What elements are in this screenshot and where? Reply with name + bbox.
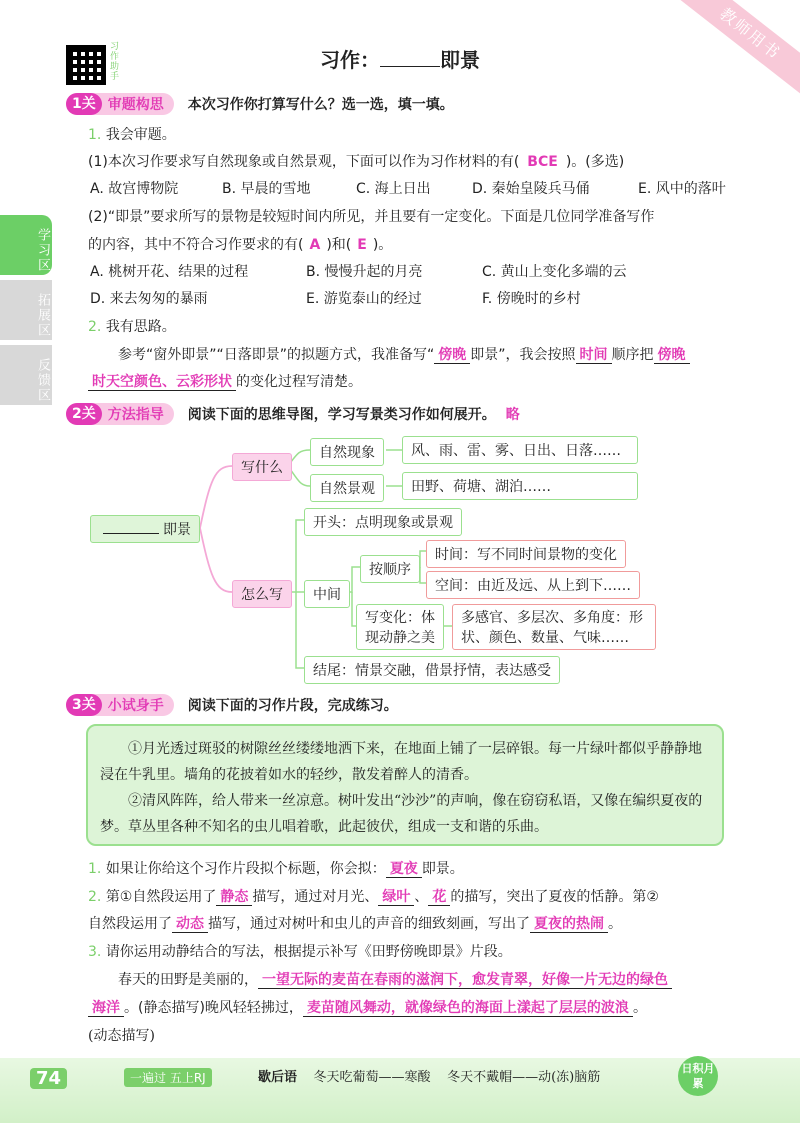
passage-para-2: ②清风阵阵，给人带来一丝凉意。树叶发出“沙沙”的声响，像在窃窃私语，又像在编织夏夜的梦。草丛里各种不知名的虫儿唱着歌，此起彼伏，组成一支和谐的乐曲。 bbox=[100, 793, 703, 835]
s3-q2-line2: 自然段运用了 动态 描写，通过对树叶和虫儿的声音的细致刻画，写出了 夏夜的热闹 。 bbox=[88, 916, 622, 932]
s1-p2-line2: 的内容，其中不符合习作要求的有( A )和( E )。 bbox=[88, 237, 393, 253]
s1-q1: 1. 我会审题。 bbox=[88, 127, 176, 143]
side-tab-feedback[interactable]: 反馈区 bbox=[0, 345, 52, 405]
mindmap-space: 空间：由近及远、从上到下…… bbox=[426, 571, 640, 599]
proverb: 歇后语 冬天吃葡萄——寒酸 冬天不戴帽——动(冻)脑筋 bbox=[258, 1070, 601, 1085]
qr-side-label: 习作助手 bbox=[110, 42, 120, 82]
option: B. 早晨的雪地 bbox=[222, 181, 311, 197]
side-tab-extend[interactable]: 拓展区 bbox=[0, 280, 52, 340]
mindmap-phenomena-examples: 风、雨、雷、雾、日出、日落…… bbox=[402, 436, 638, 464]
mindmap-change: 写变化：体现动静之美 bbox=[356, 604, 444, 650]
section-3-header: 3关 小试身手 阅读下面的习作片段，完成练习。 bbox=[66, 693, 398, 717]
side-tab-study[interactable]: 学习区 bbox=[0, 215, 52, 275]
mindmap-time: 时间：写不同时间景物的变化 bbox=[426, 540, 626, 568]
s1-p2-line1: (2)“即景”要求所写的景物是较短时间内所见，并且要有一定变化。下面是几位同学准备写作 bbox=[88, 209, 655, 225]
option: B. 慢慢升起的月亮 bbox=[306, 264, 423, 280]
option: C. 黄山上变化多端的云 bbox=[482, 264, 627, 280]
option: D. 秦始皇陵兵马俑 bbox=[472, 181, 590, 197]
s3-writing-line3: (动态描写) bbox=[88, 1028, 155, 1044]
s3-q2-line1: 2. 第①自然段运用了 静态 描写，通过对月光、 绿叶 、 花 的描写，突出了夏夜的恬静。第② bbox=[88, 889, 659, 905]
section-2-header: 2关 方法指导 阅读下面的思维导图，学习写景类习作如何展开。 略 bbox=[66, 402, 520, 426]
mindmap-order: 按顺序 bbox=[360, 555, 420, 583]
teacher-edition-ribbon: 教师用书 bbox=[669, 0, 800, 102]
passage-box bbox=[86, 724, 724, 846]
s1-thought-line2: 时天空颜色、云彩形状 的变化过程写清楚。 bbox=[88, 371, 362, 391]
option: A. 故宫博物院 bbox=[90, 181, 179, 197]
passage-para-1: ①月光透过斑驳的树隙丝丝缕缕地洒下来，在地面上铺了一层碎银。每一片绿叶都似乎静静地浸在牛乳里。墙角的花披着如水的轻纱，散发着醉人的清香。 bbox=[100, 741, 702, 783]
s3-writing-line2: 海洋 。(静态描写)晚风轻轻拂过， 麦苗随风舞动，就像绿色的海面上漾起了层层的波浪 。 bbox=[88, 997, 647, 1017]
option: D. 来去匆匆的暴雨 bbox=[90, 291, 208, 307]
page-number: 74 bbox=[30, 1068, 67, 1089]
mindmap-middle: 中间 bbox=[304, 580, 350, 608]
daily-stamp: 日积月累 bbox=[678, 1056, 718, 1096]
mindmap-nature-landscape: 自然景观 bbox=[310, 474, 384, 502]
option: E. 游览泰山的经过 bbox=[306, 291, 422, 307]
mindmap-root: 即景 bbox=[90, 515, 200, 543]
mindmap-nature-phenomena: 自然现象 bbox=[310, 438, 384, 466]
mindmap-what: 写什么 bbox=[232, 453, 292, 481]
mindmap-opening: 开头：点明现象或景观 bbox=[304, 508, 462, 536]
option: A. 桃树开花、结果的过程 bbox=[90, 264, 249, 280]
s3-q3: 3. 请你运用动静结合的写法，根据提示补写《田野傍晚即景》片段。 bbox=[88, 944, 512, 960]
mindmap-how: 怎么写 bbox=[232, 580, 292, 608]
option: E. 风中的落叶 bbox=[638, 181, 726, 197]
s3-writing-line1: 春天的田野是美丽的， 一望无际的麦苗在春雨的滋润下，愈发青翠，好像一片无边的绿色 bbox=[118, 969, 672, 989]
s1-q2: 2. 我有思路。 bbox=[88, 319, 176, 335]
option: C. 海上日出 bbox=[356, 181, 431, 197]
mindmap-landscape-examples: 田野、荷塘、湖泊…… bbox=[402, 472, 638, 500]
mindmap-ending: 结尾：情景交融，借景抒情，表达感受 bbox=[304, 656, 560, 684]
s3-q1: 1. 如果让你给这个习作片段拟个标题，你会拟： 夏夜 即景。 bbox=[88, 861, 464, 877]
brand-label: 一遍过 五上RJ bbox=[124, 1068, 212, 1087]
s1-thought-line1: 参考“窗外即景”“日落即景”的拟题方式，我准备写“ 傍晚 即景”，我会按照 时间 顺序把 傍晚 bbox=[118, 344, 690, 364]
s1-p1: (1)本次习作要求写自然现象或自然景观，下面可以作为习作材料的有( BCE )。(多选) bbox=[88, 154, 625, 170]
page-title: 习作： 即景 bbox=[320, 48, 480, 72]
section-1-header: 1关 审题构思 本次习作你打算写什么？选一选，填一填。 bbox=[66, 92, 454, 116]
mindmap-senses: 多感官、多层次、多角度：形状、颜色、数量、气味…… bbox=[452, 604, 656, 650]
option: F. 傍晚时的乡村 bbox=[482, 291, 581, 307]
